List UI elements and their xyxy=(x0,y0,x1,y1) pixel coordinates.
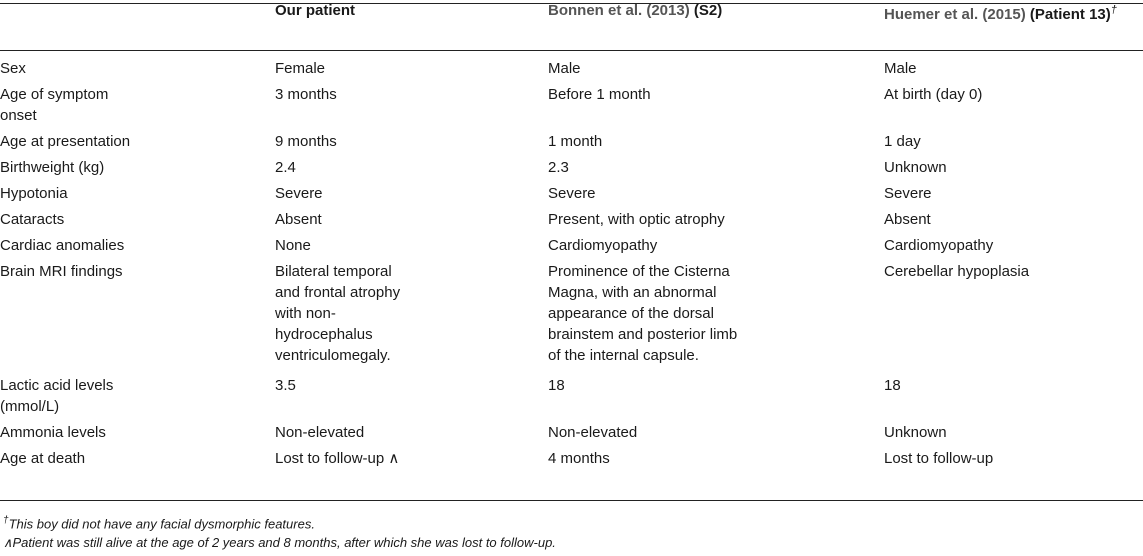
table-row xyxy=(0,417,1143,443)
cell-huemer: Male xyxy=(884,60,917,77)
cell-huemer: Absent xyxy=(884,211,931,228)
table-body xyxy=(0,50,1143,469)
table-header xyxy=(0,0,1143,50)
cell-our-patient: 9 months xyxy=(275,133,337,150)
cell-huemer: Cardiomyopathy xyxy=(884,237,994,254)
row-label: Birthweight (kg) xyxy=(0,159,105,176)
table-row xyxy=(0,366,1143,417)
header-huemer xyxy=(884,0,1143,50)
table-row xyxy=(0,152,1143,178)
footnote-dagger-mark: † xyxy=(3,515,9,526)
table-row xyxy=(0,79,1143,126)
cell-huemer: Cerebellar hypoplasia xyxy=(884,263,1030,280)
header-huemer-tag: (Patient 13) xyxy=(1029,6,1111,23)
table-row xyxy=(0,126,1143,152)
row-label: Age at presentation xyxy=(0,133,131,150)
table-row xyxy=(0,256,1143,366)
cell-huemer: Unknown xyxy=(884,424,947,441)
header-huemer-citation: Huemer et al. (2015) xyxy=(884,6,1026,23)
cell-huemer: Severe xyxy=(884,185,932,202)
header-our-patient xyxy=(275,0,548,50)
cell-our-patient: 3.5 xyxy=(275,377,296,394)
row-label: Age at death xyxy=(0,450,86,467)
cell-bonnen: Severe xyxy=(548,185,596,202)
cell-our-patient: Non-elevated xyxy=(275,424,365,441)
cell-huemer: 18 xyxy=(884,377,901,394)
cell-our-patient: None xyxy=(275,237,311,254)
cell-bonnen: Prominence of the Cisterna Magna, with an abnormal appearance of the dorsal brainstem and posterior limb of the internal capsule. xyxy=(548,263,738,364)
table-row xyxy=(0,204,1143,230)
cell-huemer: Unknown xyxy=(884,159,947,176)
header-bonnen-citation: Bonnen et al. (2013) xyxy=(548,2,690,19)
row-label: Age of symptom onset xyxy=(0,86,109,124)
row-label: Lactic acid levels (mmol/L) xyxy=(0,377,114,415)
row-label: Ammonia levels xyxy=(0,424,106,441)
footnote-wedge-text: ∧Patient was still alive at the age of 2 years and 8 months, after which she was lost to follow-up. xyxy=(3,535,556,550)
footnote-dagger xyxy=(3,512,315,533)
cell-bonnen: Non-elevated xyxy=(548,424,638,441)
cell-our-patient: 2.4 xyxy=(275,159,296,176)
table-row xyxy=(0,178,1143,204)
cell-bonnen: 4 months xyxy=(548,450,610,467)
cell-bonnen: 2.3 xyxy=(548,159,569,176)
table-bottom-rule xyxy=(0,500,1143,501)
table-row xyxy=(0,230,1143,256)
header-our-patient-label: Our patient xyxy=(275,2,356,19)
cell-huemer: 1 day xyxy=(884,133,921,150)
cell-our-patient: 3 months xyxy=(275,86,337,103)
footnote-dagger-text: This boy did not have any facial dysmorphic features. xyxy=(8,516,315,532)
cell-huemer: Lost to follow-up xyxy=(884,450,994,467)
row-label: Sex xyxy=(0,60,26,77)
row-label: Brain MRI findings xyxy=(0,263,123,280)
cell-our-patient: Bilateral temporal and frontal atrophy with non-hydrocephalus ventriculomegaly. xyxy=(275,263,401,364)
header-bonnen-tag: (S2) xyxy=(693,2,723,19)
footnote-wedge xyxy=(3,534,556,552)
cell-our-patient: Female xyxy=(275,60,326,77)
cell-bonnen: Cardiomyopathy xyxy=(548,237,658,254)
cell-our-patient: Severe xyxy=(275,185,323,202)
header-empty-cell xyxy=(0,0,275,50)
cell-bonnen: Present, with optic atrophy xyxy=(548,211,725,228)
row-label: Hypotonia xyxy=(0,185,68,202)
header-huemer-dagger: † xyxy=(1110,4,1117,16)
header-bonnen xyxy=(548,0,884,50)
cell-bonnen: 18 xyxy=(548,377,565,394)
cell-bonnen: Male xyxy=(548,60,581,77)
table-row xyxy=(0,50,1143,79)
row-label: Cataracts xyxy=(0,211,65,228)
row-label: Cardiac anomalies xyxy=(0,237,125,254)
cell-our-patient: Lost to follow-up ∧ xyxy=(275,450,400,467)
table-row xyxy=(0,443,1143,469)
cell-bonnen: Before 1 month xyxy=(548,86,651,103)
cell-our-patient: Absent xyxy=(275,211,322,228)
cell-bonnen: 1 month xyxy=(548,133,603,150)
cell-huemer: At birth (day 0) xyxy=(884,86,983,103)
